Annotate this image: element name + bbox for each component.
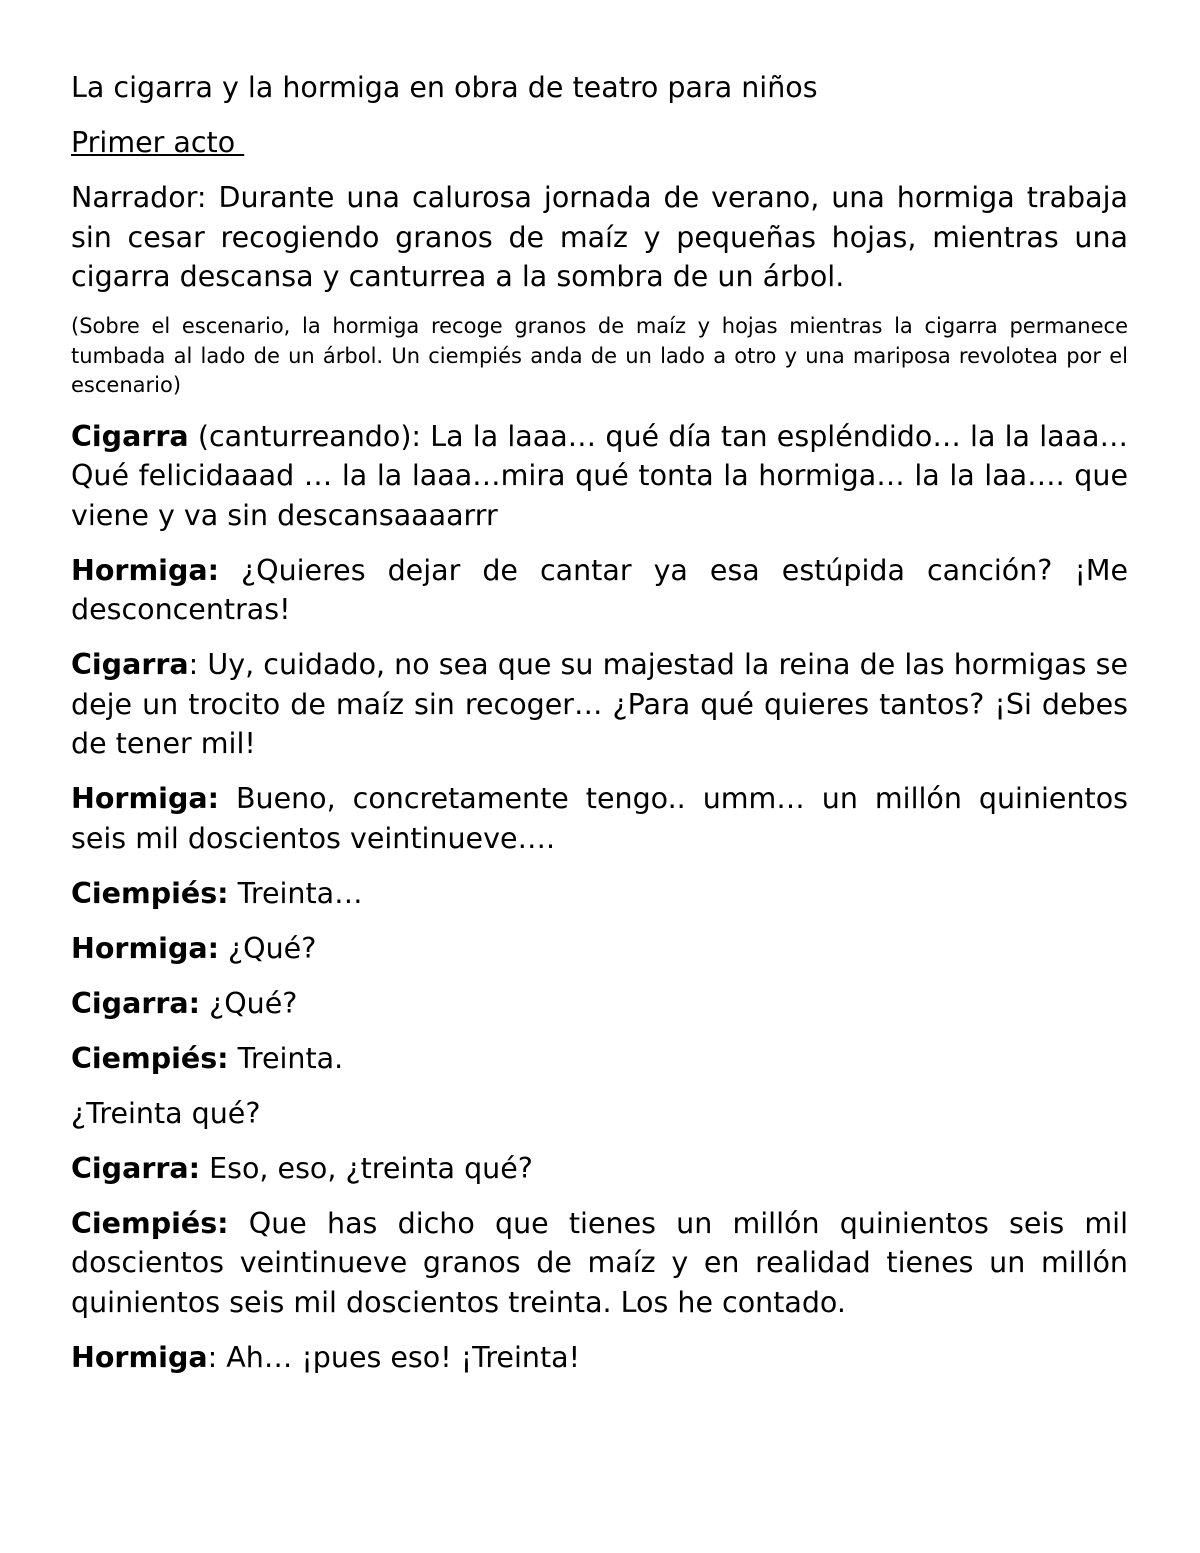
dialogue-line — [71, 929, 1128, 969]
stage-direction: (Sobre el escenario, la hormiga recoge granos de maíz y hojas mientras la cigarra permanece tumbada al lado de un árbol. Un ciempiés anda de un lado a otro y una mariposa revolotea por el escenario) — [71, 314, 1128, 397]
act-heading: Primer acto — [71, 126, 245, 159]
line-text: : Uy, cuidado, no sea que su majestad la reina de las hormigas se deje un trocito de maíz sin recoger… ¿Para qué quieres tantos? ¡Si debes de tener mil! — [71, 648, 1128, 760]
dialogue-line — [71, 1094, 1128, 1134]
line-text: ¿Qué? — [200, 986, 298, 1020]
dialogue-line — [71, 984, 1128, 1024]
line-text: Eso, eso, ¿treinta qué? — [200, 1151, 533, 1185]
dialogue-line — [71, 874, 1128, 914]
line-text: Bueno, concretamente tengo.. umm… un millón quinientos seis mil doscientos veintinueve…. — [71, 782, 1128, 855]
dialogue-line — [71, 645, 1128, 764]
speaker-name: Hormiga: — [71, 931, 219, 965]
speaker-name: Hormiga: — [71, 553, 219, 587]
dialogue-line — [71, 779, 1128, 858]
speaker-name: Cigarra — [71, 648, 189, 681]
dialogue-line — [71, 1149, 1128, 1189]
line-text: ¿Quieres dejar de cantar ya esa estúpida canción? ¡Me desconcentras! — [71, 553, 1128, 626]
line-text: Treinta… — [228, 876, 363, 910]
dialogue-line — [71, 1039, 1128, 1079]
line-text: ¿Treinta qué? — [71, 1096, 261, 1130]
speaker-name: Cigarra: — [71, 1151, 201, 1185]
line-text: ¿Qué? — [218, 931, 317, 965]
narration-paragraph: Narrador: Durante una calurosa jornada de verano, una hormiga trabaja sin cesar recogiendo granos de maíz y pequeñas hojas, mientras una cigarra descansa y canturrea a la sombra de un árbol. — [71, 181, 1128, 293]
line-text: (canturreando): La la laaa… qué día tan espléndido… la la laaa… Qué felicidaaad … la la laaa…mira qué tonta la hormiga… la la laa…. que viene y va sin descansaaaarrr — [71, 419, 1128, 532]
dialogue-line — [71, 551, 1128, 630]
speaker-name: Ciempiés: — [71, 876, 229, 910]
document-page — [71, 68, 1128, 1393]
line-text: Que has dicho que tienes un millón quinientos seis mil doscientos veintinueve granos de maíz y en realidad tienes un millón quinientos seis mil doscientos treinta. Los he contado. — [71, 1206, 1128, 1319]
dialogue-line — [71, 417, 1128, 536]
speaker-name: Cigarra — [71, 419, 189, 453]
speaker-name: Hormiga: — [71, 782, 219, 815]
speaker-name: Ciempiés: — [71, 1206, 229, 1240]
line-text: Treinta. — [228, 1041, 344, 1075]
dialogue-line — [71, 1338, 1128, 1378]
line-text: : Ah… ¡pues eso! ¡Treinta! — [207, 1340, 581, 1374]
document-title: La cigarra y la hormiga en obra de teatro para niños — [71, 71, 818, 104]
speaker-name: Cigarra: — [71, 986, 201, 1020]
dialogue-line — [71, 1204, 1128, 1323]
speaker-name: Hormiga — [71, 1340, 208, 1374]
speaker-name: Ciempiés: — [71, 1041, 229, 1075]
